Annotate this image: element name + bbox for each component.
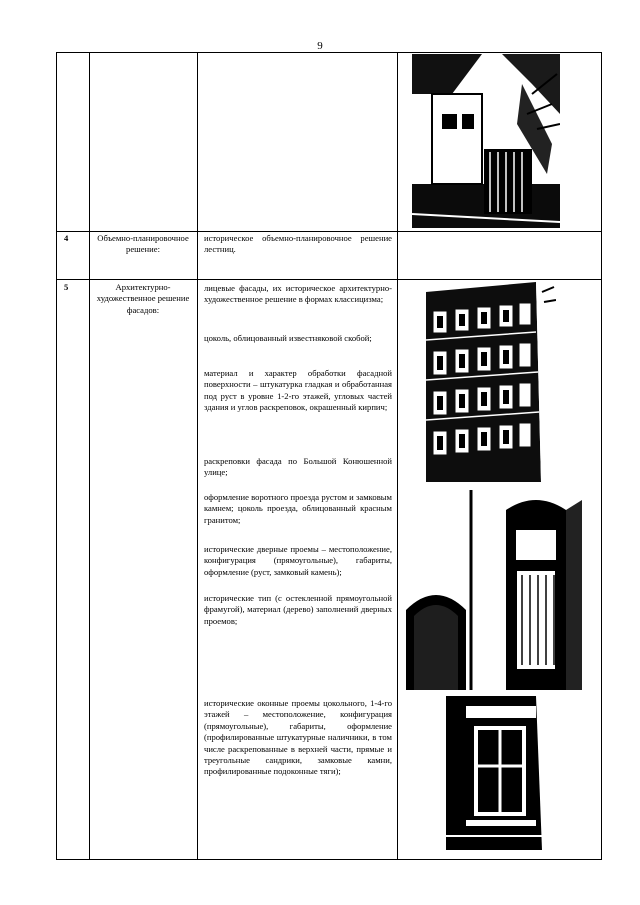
row-divider [56, 231, 602, 232]
col-divider [601, 52, 602, 860]
row-description [204, 368, 392, 414]
description-item: исторические тип (с остекленной прямоугольной фрамугой), материал (дерево) заполнений дверных проемов; [204, 593, 392, 626]
row-description [204, 333, 392, 344]
description-item: оформление воротного проезда рустом и замковым камнем; цоколь проезда, облицованный красным гранитом; [204, 492, 392, 525]
row-description [204, 593, 392, 627]
page-number: 9 [317, 40, 323, 52]
row-divider [56, 279, 602, 280]
description-item: исторические дверные проемы – местоположение, конфигурация (прямоугольные), габариты, оформление (руст, замковый камень); [204, 544, 392, 577]
col-divider [197, 52, 198, 860]
row-number: 5 [64, 282, 69, 292]
row-number: 4 [64, 233, 69, 243]
row-description [204, 456, 392, 479]
table-border-top [56, 52, 602, 53]
row-description [204, 544, 392, 578]
staircase-photo [412, 54, 560, 228]
description-item: исторические оконные проемы цокольного, 1-4-го этажей – местоположение, конфигурация (прямоугольные), габариты, оформление (профилированные штукатурные наличники, в том числе раскрепованные в верхней части, прямые и треугольные сандрики, замковые камни, профилированные подоконные тяги); [204, 698, 392, 777]
row-description [204, 492, 392, 526]
description-item: историческое объемно-планировочное решение лестниц. [204, 233, 392, 255]
col-divider [89, 52, 90, 860]
description-item: материал и характер обработки фасадной поверхности – штукатурка гладкая и обработанная под руст в уровне 1-2-го этажей, угловых частей здания и углов раскреповок, окрашенный кирпич; [204, 368, 392, 413]
row-description [204, 283, 392, 306]
window-detail-photo-icon [446, 696, 550, 850]
col-divider [56, 52, 57, 860]
gate-passage-photo [406, 490, 582, 690]
row-description [204, 698, 392, 778]
description-item: раскреповки фасада по Большой Конюшенной улице; [204, 456, 392, 478]
col-divider [397, 52, 398, 860]
gate-passage-photo-icon [406, 490, 582, 690]
row-name: Объемно-планировочное решение: [97, 233, 189, 255]
facade-photo-icon [426, 282, 556, 482]
description-item: цоколь, облицованный известняковой скобой; [204, 333, 372, 343]
description-item: лицевые фасады, их историческое архитектурно-художественное решение в формах классицизма; [204, 283, 392, 305]
table-border-bottom [56, 859, 602, 860]
row-name: Архитектурно-художественное решение фасадов: [96, 282, 190, 315]
facade-photo [426, 282, 556, 482]
window-detail-photo [446, 696, 550, 850]
monument-subject-table [56, 52, 602, 860]
staircase-photo-icon [412, 54, 560, 228]
row-description [204, 233, 392, 256]
